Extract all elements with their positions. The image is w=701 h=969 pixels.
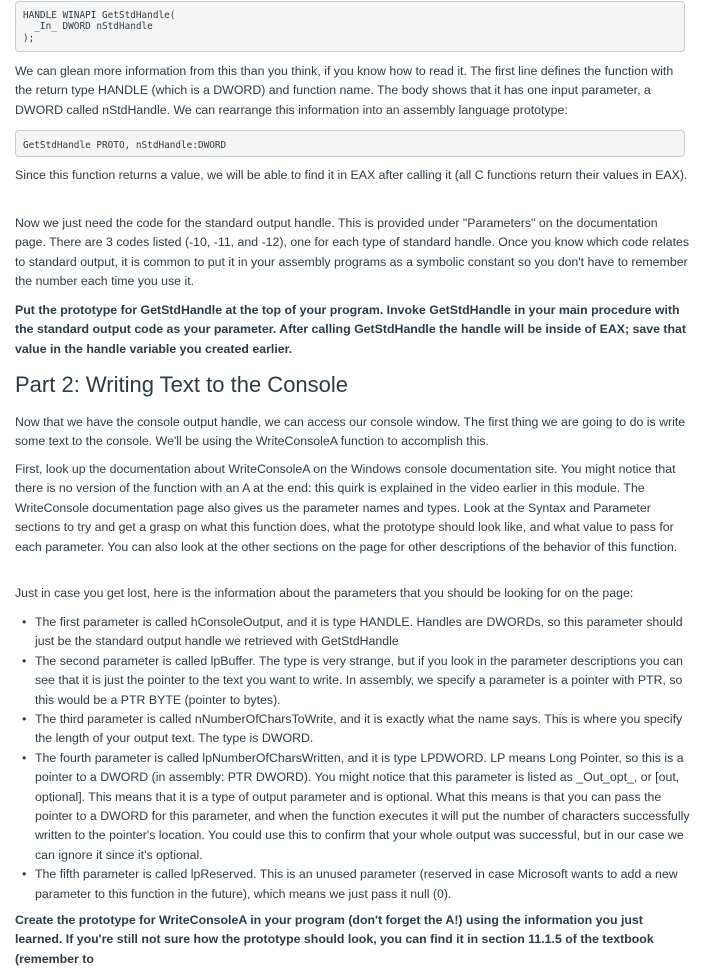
list-item-text: The fourth parameter is called lpNumberOfCharsWritten, and it is type LPDWORD. LP means Long Pointer, so this is a pointer to a DWORD (in assembly: PTR DWORD). You might notice that this parameter is listed as _Out_opt_, or [out, optional]. This means that it is a type of output parameter and is optional. What this means is that you can pass the pointer to a DWORD for this parameter, and when the function executes it will put the number of characters successfully written to the pointer's location. You could use this to confirm that your whole output was successful, but in our case we can ignore it since it's optional. (35, 750, 690, 862)
list-item-text: The third parameter is called nNumberOfCharsToWrite, and it is exactly what the name says. This is where you specify the length of your output text. The type is DWORD. (35, 712, 683, 746)
instruction-getstdhandle: Put the prototype for GetStdHandle at the top of your program. Invoke GetStdHandle in your main procedure with the standard output code as your parameter. After calling GetStdHandle the handle will be inside of EAX; save that value in the handle variable you created earlier. (15, 303, 687, 356)
list-item (15, 652, 690, 710)
paragraph-parameters-intro: Just in case you get lost, here is the information about the parameters that you should be looking for on the page: (15, 586, 634, 600)
paragraph-console-intro: Now that we have the console output handle, we can access our console window. The first thing we are going to do is write some text to the console. We'll be using the WriteConsoleA function to accomplish this. (15, 415, 686, 449)
parameters-list (15, 613, 690, 904)
list-item-text: The second parameter is called lpBuffer. The type is very strange, but if you look in the parameter descriptions you can see that it is just the pointer to the text you want to write. In assembly, we specify a parameter is a pointer with PTR, so this would be a PTR BYTE (pointer to bytes). (35, 653, 683, 707)
list-item-text: The first parameter is called hConsoleOutput, and it is type HANDLE. Handles are DWORDs, so this parameter should just be the standard output handle we retrieved with GetStdHandle (35, 615, 683, 649)
list-item (15, 865, 690, 904)
bullet-marker: • (22, 653, 27, 668)
list-item (15, 749, 690, 865)
paragraph-read-signature: We can glean more information from this than you think, if you know how to read it. The first line defines the function with the return type HANDLE (which is a DWORD) and function name. The body shows that it has one input parameter, a DWORD called nStdHandle. We can rearrange this information into an assembly language prototype: (15, 64, 674, 117)
bullet-marker: • (22, 712, 27, 727)
section-heading-part2: Part 2: Writing Text to the Console (15, 372, 349, 397)
bullet-marker: • (22, 615, 27, 629)
list-item (15, 613, 690, 652)
list-item (15, 710, 690, 749)
paragraph-output-handle-code: Now we just need the code for the standard output handle. This is provided under "Parameters" on the documentation page. There are 3 codes listed (-10, -11, and -12), one for each type of standard handle. Once you know which code relates to standard output, it is common to put it in your assembly programs as a symbolic constant so you don't have to remember the number each time you use it. (15, 216, 690, 289)
code-block-signature: HANDLE WINAPI GetStdHandle( _In_ DWORD nStdHandle ); (15, 1, 685, 52)
bullet-marker: • (22, 867, 27, 882)
paragraph-writeconsole-docs: First, look up the documentation about WriteConsoleA on the Windows console documentation site. You might notice that there is no version of the function with an A at the end: this quirk is explained in the video earlier in this module. The WriteConsole documentation page also gives us the parameter names and types. Look at the Syntax and Parameter sections to try and get a grasp on what this function does, what the prototype should look like, and what value to pass for each parameter. You can also look at the other sections on the page for other descriptions of the behavior of this function. (15, 462, 678, 554)
bullet-marker: • (22, 750, 27, 765)
list-item-text: The fifth parameter is called lpReserved. This is an unused parameter (reserved in case Microsoft wants to add a new parameter to this function in the future), which means we just pass it null (0). (35, 867, 678, 901)
paragraph-return-value: Since this function returns a value, we will be able to find it in EAX after calling it (all C functions return their values in EAX). (15, 168, 688, 182)
instruction-writeconsole-prototype: Create the prototype for WriteConsoleA in your program (don't forget the A!) using the information you just learned. If you're still not sure how the prototype should look, you can find it in section 11.1.5 of the textbook (remember to (15, 913, 654, 966)
code-block-prototype: GetStdHandle PROTO, nStdHandle:DWORD (15, 130, 685, 157)
